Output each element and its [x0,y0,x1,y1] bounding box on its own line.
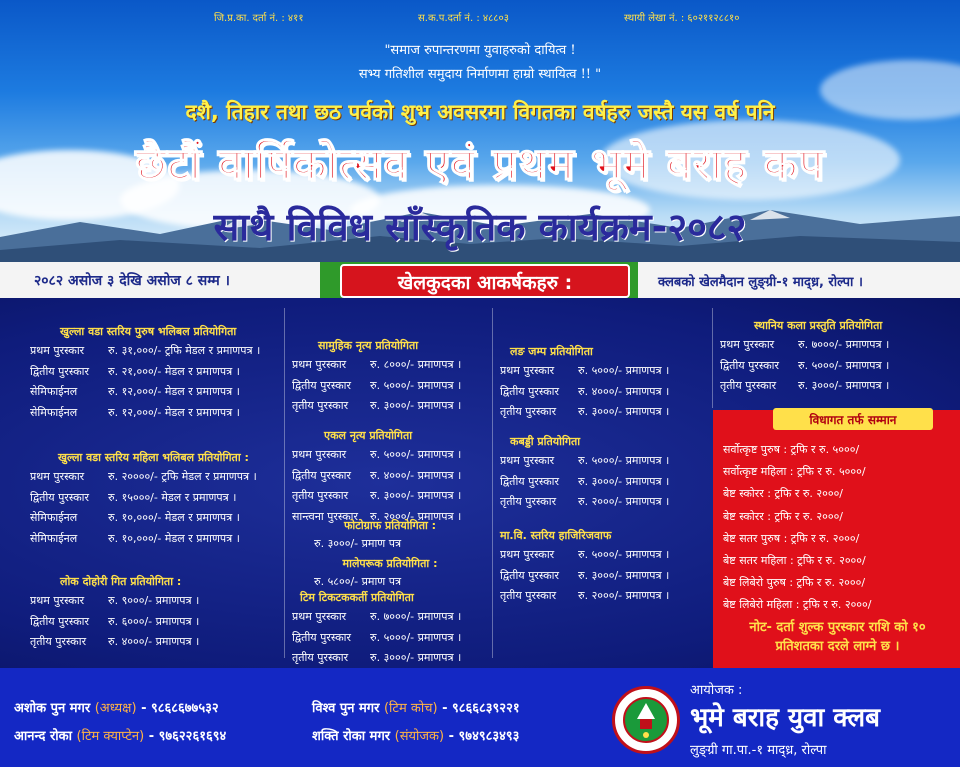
column-divider [712,308,713,408]
section-title: एकल नृत्य प्रतियोगिता [324,429,413,442]
club-emblem-icon [612,686,680,754]
prize-row: प्रथम पुरस्कार रु. ९०००/- प्रमाणपत्र । [30,594,200,607]
column-athletics [500,298,705,668]
award-item: बेष्ट लिबेरो पुरुष : ट्रफि र रु. २०००/ [723,576,866,590]
contact-coach: विश्व पुन मगर (टिम कोच) - ९८६६८३९२२१ [312,701,520,716]
prize-row: प्रथम पुरस्कार रु. ८०००/- प्रमाणपत्र । [292,358,462,371]
pan-number: स्थायी लेखा नं. : ६०२११२८८१० [624,13,740,24]
prize-row: सेमिफाईनल रु. १२,०००/- मेडल र प्रमाणपत्र । [30,405,240,419]
column-divider [492,308,493,658]
kabaddi-section [500,434,669,515]
prize-row: तृतीय पुरस्कार रु. ४०००/- प्रमाणपत्र । [30,635,200,648]
prize-row: द्वितीय पुरस्कार रु. ३०००/- प्रमाणपत्र । [500,474,670,488]
mens-volleyball-section [30,324,260,425]
registration-row [0,10,960,26]
awards-list [723,442,871,620]
event-subtitle: साथै विविध साँस्कृतिक कार्यक्रम-२०८२ [213,205,747,249]
footer [0,668,960,767]
slogan-line-2: सभ्य गतिशील समुदाय निर्माणमा हाम्रो स्थायित्व !! " [358,67,602,82]
prize-value: रु. ३०००/- प्रमाण पत्र [314,537,402,550]
contact-captain: आनन्द रोका (टिम क्याप्टेन) - ९७६२२६१६९४ [14,729,227,744]
prize-row: तृतीय पुरस्कार रु. २०००/- प्रमाणपत्र । [500,589,670,602]
section-title: कबड्डी प्रतियोगिता [510,435,581,448]
prize-row: द्वितीय पुरस्कार रु. २१,०००/- मेडल र प्रमाणपत्र । [30,364,240,378]
prize-row: प्रथम पुरस्कार रु. ७०००/- प्रमाणपत्र । [292,610,462,623]
local-art-section [720,318,889,399]
prize-row: प्रथम पुरस्कार रु. ५०००/- प्रमाणपत्र । [500,364,670,377]
prize-row: द्वितीय पुरस्कार रु. १५०००/- मेडल र प्रमाणपत्र । [30,490,237,504]
district-reg-number: जि.प्र.का. दर्ता नं. : ४११ [214,13,304,24]
prize-value: रु. ५८००/- प्रमाण पत्र [314,575,402,588]
organizer-name: भूमे बराह युवा क्लब [690,703,880,733]
awards-tab-label: विधागत तर्फ सम्मान [773,408,933,430]
section-title: लोक दोहोरी गित प्रतियोगिता : [60,575,182,588]
info-strip [0,262,960,298]
prize-row: प्रथम पुरस्कार रु. ५०००/- प्रमाणपत्र । [500,548,670,561]
folk-song-section [30,574,199,655]
prize-row: द्वितीय पुरस्कार रु. ४०००/- प्रमाणपत्र । [292,468,462,482]
column-volleyball [30,298,285,668]
organizer-address: लुङ्ग्री गा.पा.-१ माद्ध्र, रोल्पा [690,743,827,758]
prize-row: प्रथम पुरस्कार रु. ५०००/- प्रमाणपत्र । [292,448,462,461]
prize-row: तृतीय पुरस्कार रु. ३०००/- प्रमाणपत्र । [292,651,462,664]
contact-coordinator: शक्ति रोका मगर (संयोजक) - ९७४९८३४९३ [312,729,520,744]
prize-row: प्रथम पुरस्कार रु. ३१,०००/- ट्रफि मेडल र प्रमाणपत्र । [30,344,261,357]
prize-row: प्रथम पुरस्कार रु. २००००/- ट्रफि मेडल र प्रमाणपत्र । [30,470,257,483]
award-item: बेष्ट स्कोरर : ट्रफि र रु. २०००/ [723,509,843,523]
competitions-panel [0,298,960,668]
slogan-line-1: "समाज रुपान्तरणमा युवाहरुको दायित्व ! [384,43,576,58]
section-title: लङ जम्प प्रतियोगिता [510,345,593,358]
event-venue: क्लबको खेलमैदान लुङ्ग्री-१ माद्ध्र, रोल्पा । [638,262,960,298]
section-title: मालेपरूक प्रतियोगिता : [342,557,438,570]
organizer-label: आयोजक : [690,683,743,698]
column-dance [292,298,488,668]
prize-row: द्वितीय पुरस्कार रु. ३०००/- प्रमाणपत्र । [500,568,670,582]
prize-row: द्वितीय पुरस्कार रु. ६०००/- प्रमाणपत्र । [30,614,200,628]
group-dance-section [292,338,461,419]
registration-fee-note: नोट- दर्ता शुल्क पुरस्कार राशि को १० प्रतिशतका दरले लाग्ने छ । [749,620,926,654]
prize-row: द्वितीय पुरस्कार रु. ५०००/- प्रमाणपत्र । [292,630,462,644]
award-item: बेष्ट लिबेरो महिला : ट्रफि र रु. २०००/ [723,598,872,612]
event-title: छैटौं वार्षिकोत्सव एवं प्रथम भूमे बराह कप [135,139,825,190]
section-title: सामुहिक नृत्य प्रतियोगिता [318,339,419,352]
award-item: सर्वोत्कृष्ट पुरुष : ट्रफि र रु. ५०००/ [723,443,860,456]
prize-row: तृतीय पुरस्कार रु. ३०००/- प्रमाणपत्र । [500,405,670,418]
highlights-badge: खेलकुदका आकर्षकहरु : [340,264,630,298]
prize-row: तृतीय पुरस्कार रु. ३०००/- प्रमाणपत्र । [292,399,462,412]
section-title: टिम टिकटककर्ती प्रतियोगिता [300,591,414,604]
section-title: खुल्ला वडा स्तरिय महिला भलिबल प्रतियोगिता : [58,451,249,464]
prize-row: प्रथम पुरस्कार रु. ७०००/- प्रमाणपत्र । [720,338,890,351]
section-title: खुल्ला वडा स्तरिय पुरुष भलिबल प्रतियोगिता [60,325,237,338]
social-council-reg-number: स.क.प.दर्ता नं. : ४८८०३ [418,13,509,24]
prize-row: द्वितीय पुरस्कार रु. ५०००/- प्रमाणपत्र । [292,378,462,392]
prize-row: सेमिफाईनल रु. १२,०००/- मेडल र प्रमाणपत्र । [30,385,240,398]
solo-dance-section [292,428,461,529]
prize-row: द्वितीय पुरस्कार रु. ४०००/- प्रमाणपत्र । [500,384,670,398]
prize-row: सेमिफाईनल रु. १०,०००/- मेडल र प्रमाणपत्र । [30,531,240,545]
prize-row: तृतीय पुरस्कार रु. ३०००/- प्रमाणपत्र । [292,489,462,502]
event-dates: २०८२ असोज ३ देखि असोज ८ सम्म । [0,262,320,298]
long-jump-section [500,344,669,425]
section-title: फोटोग्राफ प्रतियोगिता : [343,519,437,532]
prize-row: सेमिफाईनल रु. १०,०००/- मेडल र प्रमाणपत्र । [30,511,240,524]
award-item: बेष्ट सतर पुरुष : ट्रफि र रु. २०००/ [723,531,860,545]
prize-row: द्वितीय पुरस्कार रु. ५०००/- प्रमाणपत्र । [720,358,890,372]
column-divider [284,308,285,658]
garland-section [292,556,488,594]
prize-row: सान्त्वना पुरस्कार रु. २०००/- प्रमाणपत्र । [292,509,462,523]
award-item: बेष्ट स्कोरर : ट्रफि र रु. २०००/ [723,487,843,501]
award-item: बेष्ट सतर महिला : ट्रफि र रु. २०००/ [723,553,866,567]
tiktok-section [292,590,461,671]
photo-section [292,518,488,556]
award-item: सर्वोत्कृष्ट महिला : ट्रफि र रु. ५०००/ [723,465,866,479]
prize-row: तृतीय पुरस्कार रु. ३०००/- प्रमाणपत्र । [720,379,890,392]
quiz-section [500,528,669,609]
hero-banner [0,0,960,262]
section-title: स्थानिय कला प्रस्तुति प्रतियोगिता [754,319,883,332]
individual-awards-box [713,410,960,668]
contact-president: अशोक पुन मगर (अध्यक्ष) - ९८६८६७७५३२ [14,701,219,716]
section-title: मा.वि. स्तरिय हाजिरिजवाफ [500,529,612,542]
prize-row: तृतीय पुरस्कार रु. २०००/- प्रमाणपत्र । [500,495,670,508]
womens-volleyball-section [30,450,257,551]
prize-row: प्रथम पुरस्कार रु. ५०००/- प्रमाणपत्र । [500,454,670,467]
intro-line: दशै, तिहार तथा छठ पर्वको शुभ अवसरमा विगतका वर्षहरु जस्तै यस वर्ष पनि [185,100,775,124]
